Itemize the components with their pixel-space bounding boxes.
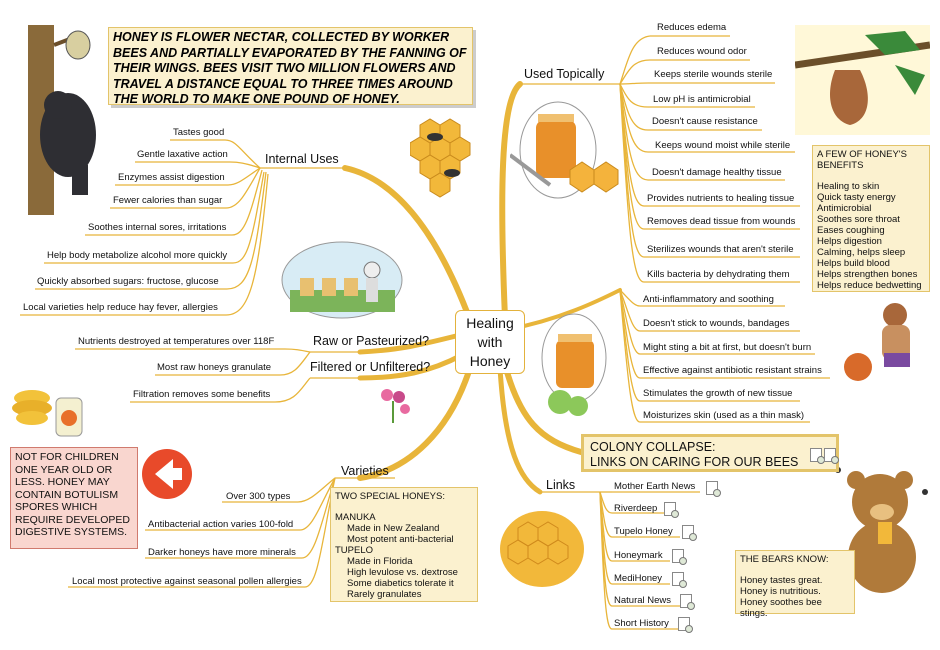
internal-item[interactable]: Soothes internal sores, irritations xyxy=(88,222,227,233)
raw-item[interactable]: Nutrients destroyed at temperatures over 118F xyxy=(78,336,275,347)
link-document-icon[interactable] xyxy=(680,594,692,608)
beehive-jar-illustration xyxy=(10,378,90,443)
varieties-item[interactable]: Local most protective against seasonal pollen allergies xyxy=(72,576,302,587)
benefit-item: Calming, helps sleep xyxy=(817,247,906,258)
internal-item[interactable]: Gentle laxative action xyxy=(137,149,228,160)
honey-jar-illustration xyxy=(510,100,620,205)
varieties-item[interactable]: Antibacterial action varies 100-fold xyxy=(148,519,294,530)
bears-line: Honey is nutritious. xyxy=(740,586,821,597)
beekeeper-village-illustration xyxy=(280,240,405,320)
topical-item[interactable]: Anti-inflammatory and soothing xyxy=(643,294,774,305)
honey-fact-box: HONEY IS FLOWER NECTAR, COLLECTED BY WORKER BEES AND PARTIALLY EVAPORATED BY THE FANNING OF THEIR WINGS. BEES VISIT TWO MILLION FLOWERS AND TRAVEL A DISTANCE EQUAL TO THREE TIMES AROUND THE WORLD TO MAKE ONE POUND OF HONEY. xyxy=(108,27,473,105)
topical-item[interactable]: Keeps wound moist while sterile xyxy=(655,140,791,151)
branch-varieties[interactable]: Varieties xyxy=(341,464,389,478)
topical-item[interactable]: Might sting a bit at first, but doesn't burn xyxy=(643,342,812,353)
special-line: Made in Florida xyxy=(347,556,413,567)
special-line: High levulose vs. dextrose xyxy=(347,567,458,578)
internal-item[interactable]: Fewer calories than sugar xyxy=(113,195,223,206)
branch-links[interactable]: Links xyxy=(546,478,576,492)
benefit-item: Helps strengthen bones xyxy=(817,269,918,280)
bees-honeycomb-illustration xyxy=(410,115,475,205)
topical-item[interactable]: Removes dead tissue from wounds xyxy=(647,216,796,227)
children-warning-note: NOT FOR CHILDREN ONE YEAR OLD OR LESS. HONEY MAY CONTAIN BOTULISM SPORES WHICH REQUIRE DEVELOPED DIGESTIVE SYSTEMS. xyxy=(10,447,138,549)
link-document-icon[interactable] xyxy=(824,448,836,462)
arrow-left-icon xyxy=(140,447,195,502)
special-line: TUPELO xyxy=(335,545,374,556)
internal-item[interactable]: Enzymes assist digestion xyxy=(118,172,225,183)
filtered-item[interactable]: Filtration removes some benefits xyxy=(133,389,271,400)
link-document-icon[interactable] xyxy=(682,525,694,539)
link-item[interactable]: Mother Earth News xyxy=(614,481,696,492)
benefit-item: Helps digestion xyxy=(817,236,882,247)
benefit-item: Helps reduce bedwetting xyxy=(817,280,922,291)
link-item[interactable]: Riverdeep xyxy=(614,503,658,514)
special-line: Rarely granulates xyxy=(347,589,422,600)
special-honeys-note xyxy=(330,487,478,602)
benefit-item: Healing to skin xyxy=(817,181,880,192)
link-document-icon[interactable] xyxy=(678,617,690,631)
benefit-item: Soothes sore throat xyxy=(817,214,900,225)
branch-internal-uses[interactable]: Internal Uses xyxy=(265,152,339,166)
link-item[interactable]: Honeymark xyxy=(614,550,663,561)
topical-item[interactable]: Keeps sterile wounds sterile xyxy=(654,69,773,80)
bears-line: Honey soothes bee stings. xyxy=(740,597,822,619)
link-item[interactable]: Natural News xyxy=(614,595,672,606)
special-line: MANUKA xyxy=(335,512,376,523)
internal-item[interactable]: Local varieties help reduce hay fever, allergies xyxy=(23,302,218,313)
beehive-tree-illustration xyxy=(795,25,930,135)
special-line: Made in New Zealand xyxy=(347,523,440,534)
benefit-item: Antimicrobial xyxy=(817,203,872,214)
link-document-icon[interactable] xyxy=(810,448,822,462)
benefits-title: A FEW OF HONEY'S BENEFITS xyxy=(817,149,907,171)
varieties-item[interactable]: Darker honeys have more minerals xyxy=(148,547,296,558)
flower-illustration xyxy=(375,385,415,425)
branch-filtered-or-unfiltered[interactable]: Filtered or Unfiltered? xyxy=(310,360,431,374)
internal-item[interactable]: Tastes good xyxy=(173,127,225,138)
topical-item[interactable]: Provides nutrients to healing tissue xyxy=(647,193,795,204)
branch-used-topically[interactable]: Used Topically xyxy=(524,67,605,81)
benefit-item: Quick tasty energy xyxy=(817,192,896,203)
special-line: Most potent anti-bacterial xyxy=(347,534,454,545)
center-title-line: with xyxy=(477,333,503,350)
link-item[interactable]: MediHoney xyxy=(614,573,663,584)
center-title-line: Healing xyxy=(466,314,514,331)
link-document-icon[interactable] xyxy=(672,549,684,563)
topical-item[interactable]: Stimulates the growth of new tissue xyxy=(643,388,793,399)
topical-item[interactable]: Reduces wound odor xyxy=(657,46,747,57)
topical-item[interactable]: Sterilizes wounds that aren't sterile xyxy=(647,244,794,255)
internal-item[interactable]: Quickly absorbed sugars: fructose, glucose xyxy=(37,276,219,287)
topical-item[interactable]: Doesn't damage healthy tissue xyxy=(652,167,782,178)
special-honeys-title: TWO SPECIAL HONEYS: xyxy=(335,491,445,502)
benefit-item: Eases coughing xyxy=(817,225,885,236)
bears-title: THE BEARS KNOW: xyxy=(740,554,829,565)
special-line: Some diabetics tolerate it xyxy=(347,578,454,589)
center-title-line: Honey xyxy=(469,352,511,369)
topical-item[interactable]: Reduces edema xyxy=(657,22,727,33)
link-document-icon[interactable] xyxy=(664,502,676,516)
link-document-icon[interactable] xyxy=(672,572,684,586)
benefits-note xyxy=(812,145,930,292)
honeycomb-illustration xyxy=(498,508,586,590)
honey-jar-apple-illustration xyxy=(538,310,608,420)
colony-line: LINKS ON CARING FOR OUR BEES xyxy=(590,455,799,469)
topical-item[interactable]: Kills bacteria by dehydrating them xyxy=(647,269,790,280)
colony-line: COLONY COLLAPSE: xyxy=(590,440,716,454)
topical-item[interactable]: Moisturizes skin (used as a thin mask) xyxy=(643,410,805,421)
link-item[interactable]: Short History xyxy=(614,618,669,629)
topical-item[interactable]: Doesn't stick to wounds, bandages xyxy=(643,318,790,329)
link-item[interactable]: Tupelo Honey xyxy=(614,526,673,537)
topical-item[interactable]: Low pH is antimicrobial xyxy=(653,94,751,105)
bear-tree-illustration xyxy=(10,25,105,215)
bears-know-note xyxy=(735,550,855,619)
topical-item[interactable]: Effective against antibiotic resistant strains xyxy=(643,365,822,376)
raw-item[interactable]: Most raw honeys granulate xyxy=(157,362,272,373)
internal-item[interactable]: Help body metabolize alcohol more quickly xyxy=(47,250,228,261)
branch-raw-or-pasteurized[interactable]: Raw or Pasteurized? xyxy=(313,334,430,348)
link-document-icon[interactable] xyxy=(706,481,718,495)
colony-collapse-topic[interactable] xyxy=(581,434,839,472)
benefit-item: Helps build blood xyxy=(817,258,890,269)
central-topic[interactable] xyxy=(455,310,525,374)
topical-item[interactable]: Doesn't cause resistance xyxy=(652,116,758,127)
caveman-illustration xyxy=(840,295,935,385)
varieties-item[interactable]: Over 300 types xyxy=(226,491,291,502)
bears-line: Honey tastes great. xyxy=(740,575,823,586)
